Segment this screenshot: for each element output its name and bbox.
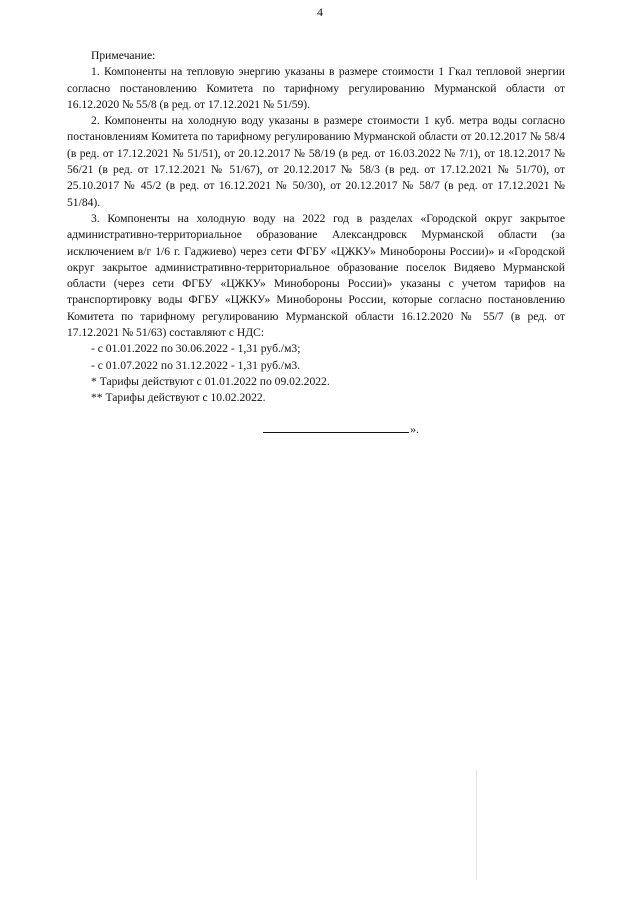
tariff-line-2: - с 01.07.2022 по 31.12.2022 - 1,31 руб./м3. <box>91 358 301 372</box>
signature-rule <box>263 421 409 433</box>
note-1: 1. Компоненты на тепловую энергию указаны в размере стоимости 1 Гкал тепловой энергии согласно постановлению Комитета по тарифному регулированию Мурманской области от 16.12.2020 № 55/8 (в ред. от 17.12.2021 № 51/59). <box>67 65 565 111</box>
notes-section <box>67 48 565 407</box>
footnote-1: * Тарифы действуют с 01.01.2022 по 09.02.2022. <box>91 374 330 388</box>
closing-line <box>263 421 419 437</box>
tariff-line-1: - с 01.01.2022 по 30.06.2022 - 1,31 руб./м3; <box>91 342 301 356</box>
footnote-2: ** Тарифы действуют с 10.02.2022. <box>91 391 266 405</box>
closing-quote: ». <box>410 422 419 436</box>
page-number: 4 <box>317 5 323 19</box>
note-2: 2. Компоненты на холодную воду указаны в размере стоимости 1 куб. метра воды согласно постановлениям Комитета по тарифному регулированию Мурманской области от 20.12.2017 № 58/4 (в ред. от 17.12.2021 № 51/51), от 20.12.2017 № 58/19 (в ред. от 16.03.2022 № 7/1), от 18.12.2017 № 56/21 (в ред. от 17.12.2021 № 51/67), от 20.12.2017 № 58/3 (в ред. от 17.12.2021 № 51/70), от 25.10.2017 № 45/2 (в ред. от 16.12.2021 № 50/30), от 20.12.2017 № 58/7 (в ред. от 17.12.2021 № 51/84). <box>67 114 565 209</box>
note-3: 3. Компоненты на холодную воду на 2022 год в разделах «Городской округ закрытое административно-территориальное образование Александровск Мурманской области (за исключением в/г 1/6 г. Гаджиево) через сети ФГБУ «ЦЖКУ» Минобороны России)» и «Городской округ закрытое административно-территориальное образование поселок Видяево Мурманской области (через сети ФГБУ «ЦЖКУ» Минобороны России)» указаны с учетом тарифов на транспортировку воды ФГБУ «ЦЖКУ» Минобороны России, которые согласно постановлению Комитета по тарифному регулированию Мурманской области 16.12.2020 № 55/7 (в ред. от 17.12.2021 № 51/63) составляют с НДС: <box>67 211 565 340</box>
scan-artifact <box>476 770 477 880</box>
note-title: Примечание: <box>91 49 156 62</box>
